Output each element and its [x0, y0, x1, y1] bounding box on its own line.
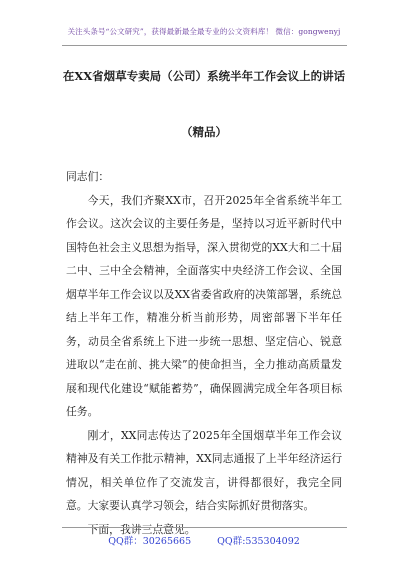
document-body [66, 165, 342, 541]
document-title: 在XX省烟草专卖局（公司）系统半年工作会议上的讲话 [62, 69, 346, 83]
paragraph-transition: 下面，我讲三点意见。 [87, 522, 196, 536]
footer-divider [62, 527, 347, 528]
paragraph-opening: 今天，我们齐聚XX市，召开2025年全省系统半年工作会议。这次会议的主要任务是，坚持以习近平新时代中国特色社会主义思想为指导，深入贯彻党的XX大和二十届二中、三中全会精神，全面落实中央经济工作会议、全国烟草半年工作会议以及XX省委省政府的决策部署，系统总结上半年工作，精准分析当前形势，周密部署下半年任务，动员全省系统上下进一步统一思想、坚定信心、锐意进取以“走在前、挑大梁”的使命担当，全力推动高质量发展和现代化建设“赋能蓄势”，确保圆满完成全年各项目标任务。 [66, 193, 342, 418]
header-divider [62, 45, 347, 46]
header-note: 关注头条号“公文研究”，获得最新最全最专业的公文资料库！ 微信：gongwenyj [67, 27, 341, 36]
paragraph-report: 刚才，XX同志传达了2025年全国烟草半年工作会议精神及有关工作批示精神，XX同志通报了上半年经济运行情况，相关单位作了交流发言，讲得都很好，我完全同意。大家要认真学习领会，结合实际抓好贯彻落实。 [66, 428, 342, 512]
document-subtitle: （精品） [181, 125, 227, 139]
footer-qq-group-2: QQ群:535304092 [217, 536, 300, 547]
footer-qq-group-1: QQ群：30265665 [108, 536, 192, 547]
footer [0, 533, 408, 547]
salutation: 同志们： [66, 170, 110, 183]
